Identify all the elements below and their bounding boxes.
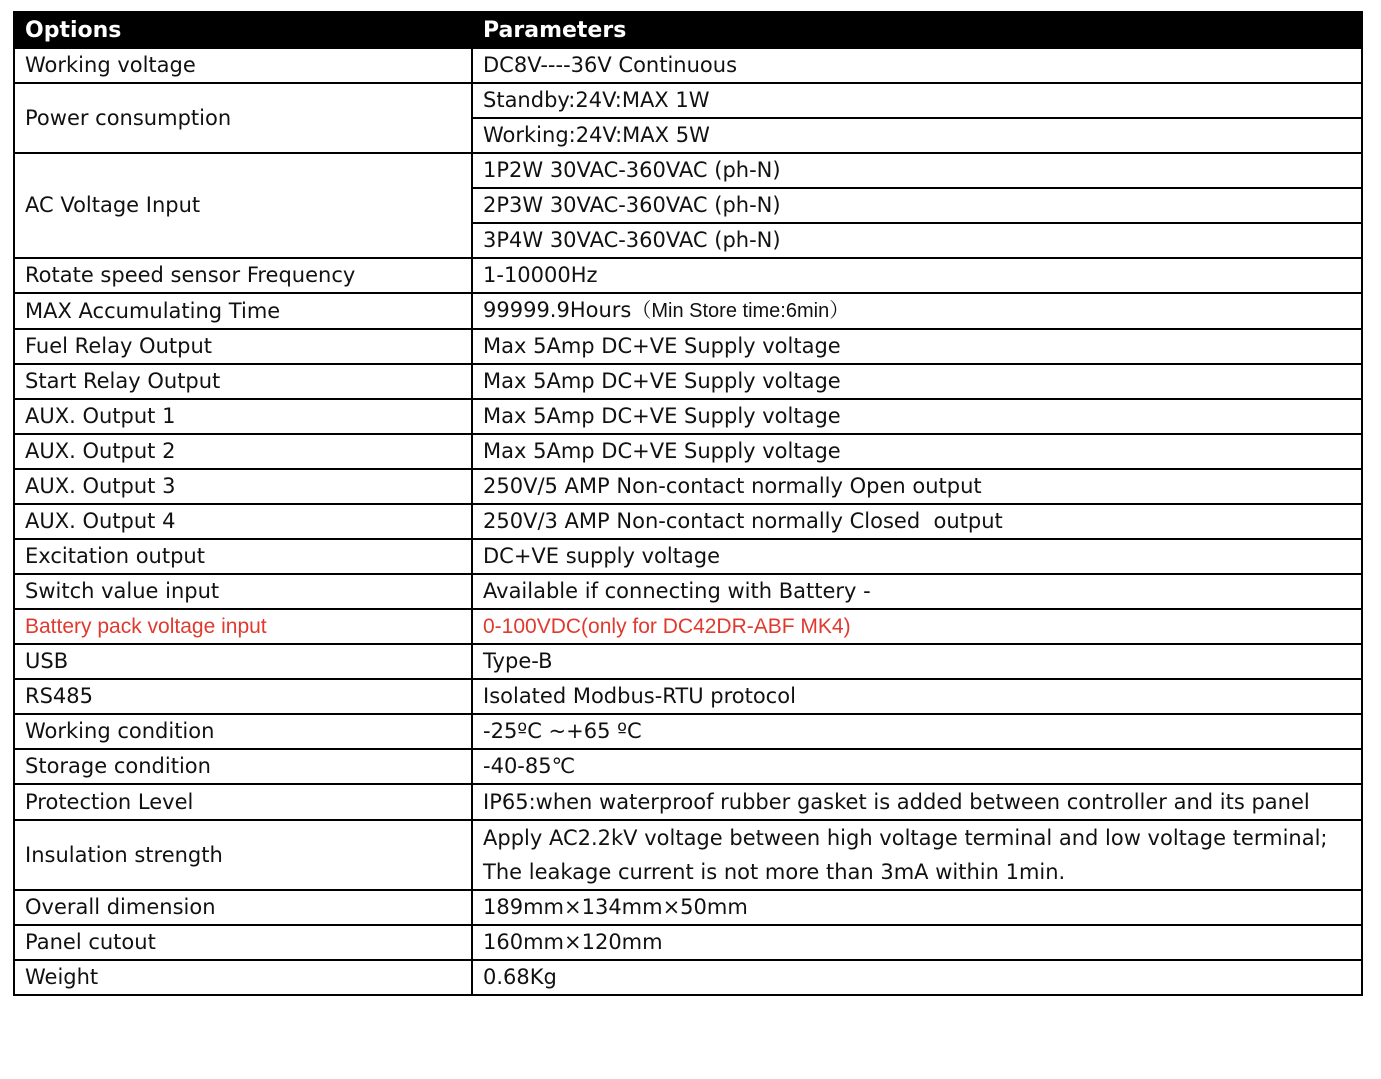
value-cell: 160mm×120mm xyxy=(472,925,1362,960)
table-row xyxy=(14,749,1362,784)
option-cell: Storage condition xyxy=(14,749,472,784)
value-cell: Max 5Amp DC+VE Supply voltage xyxy=(472,434,1362,469)
option-cell: Weight xyxy=(14,960,472,995)
value-cell: 1-10000Hz xyxy=(472,258,1362,293)
value-cell: 0-100VDC(only for DC42DR-ABF MK4) xyxy=(472,609,1362,644)
value-text: 99999.9Hours xyxy=(483,298,632,322)
table-row xyxy=(14,890,1362,925)
value-cell: DC+VE supply voltage xyxy=(472,539,1362,574)
option-cell: Panel cutout xyxy=(14,925,472,960)
table-row xyxy=(14,83,1362,118)
option-cell: Insulation strength xyxy=(14,820,472,890)
value-cell: Available if connecting with Battery - xyxy=(472,574,1362,609)
option-cell: Rotate speed sensor Frequency xyxy=(14,258,472,293)
table-header xyxy=(14,12,1362,48)
value-cell: Standby:24V:MAX 1W xyxy=(472,83,1362,118)
table-row xyxy=(14,153,1362,188)
header-options: Options xyxy=(14,12,472,48)
option-cell: Fuel Relay Output xyxy=(14,329,472,364)
option-cell: AUX. Output 2 xyxy=(14,434,472,469)
option-cell: Battery pack voltage input xyxy=(14,609,472,644)
header-parameters: Parameters xyxy=(472,12,1362,48)
table-row xyxy=(14,48,1362,83)
value-cell: DC8V----36V Continuous xyxy=(472,48,1362,83)
value-cell: 2P3W 30VAC-360VAC (ph-N) xyxy=(472,188,1362,223)
table-row xyxy=(14,504,1362,539)
option-cell: AUX. Output 3 xyxy=(14,469,472,504)
table-row xyxy=(14,364,1362,399)
table-row xyxy=(14,925,1362,960)
value-cell: -40-85℃ xyxy=(472,749,1362,784)
table-row xyxy=(14,258,1362,293)
value-cell: -25ºC ~+65 ºC xyxy=(472,714,1362,749)
table-row xyxy=(14,644,1362,679)
option-cell: Start Relay Output xyxy=(14,364,472,399)
value-cell: Max 5Amp DC+VE Supply voltage xyxy=(472,329,1362,364)
option-cell: MAX Accumulating Time xyxy=(14,293,472,329)
value-note: （Min Store time:6min） xyxy=(631,300,850,322)
option-cell: Protection Level xyxy=(14,784,472,820)
option-cell: Switch value input xyxy=(14,574,472,609)
spec-table xyxy=(13,11,1363,996)
option-cell: Power consumption xyxy=(14,83,472,153)
table-row xyxy=(14,399,1362,434)
value-cell xyxy=(472,293,1362,329)
table-row xyxy=(14,329,1362,364)
value-cell: Max 5Amp DC+VE Supply voltage xyxy=(472,364,1362,399)
value-cell: 3P4W 30VAC-360VAC (ph-N) xyxy=(472,223,1362,258)
option-cell: AUX. Output 4 xyxy=(14,504,472,539)
option-cell: AC Voltage Input xyxy=(14,153,472,258)
option-cell: RS485 xyxy=(14,679,472,714)
table-row xyxy=(14,679,1362,714)
table-row xyxy=(14,539,1362,574)
option-cell: Excitation output xyxy=(14,539,472,574)
value-cell: Isolated Modbus-RTU protocol xyxy=(472,679,1362,714)
option-cell: Overall dimension xyxy=(14,890,472,925)
table-row xyxy=(14,574,1362,609)
table-row xyxy=(14,469,1362,504)
value-cell: 0.68Kg xyxy=(472,960,1362,995)
value-cell: IP65:when waterproof rubber gasket is added between controller and its panel xyxy=(472,784,1362,820)
value-cell: Working:24V:MAX 5W xyxy=(472,118,1362,153)
option-cell: USB xyxy=(14,644,472,679)
value-cell: Max 5Amp DC+VE Supply voltage xyxy=(472,399,1362,434)
option-cell: AUX. Output 1 xyxy=(14,399,472,434)
table-row xyxy=(14,820,1362,890)
table-row xyxy=(14,293,1362,329)
table-row xyxy=(14,784,1362,820)
value-cell: 250V/5 AMP Non-contact normally Open output xyxy=(472,469,1362,504)
value-cell: Type-B xyxy=(472,644,1362,679)
value-cell: 189mm×134mm×50mm xyxy=(472,890,1362,925)
value-cell: 250V/3 AMP Non-contact normally Closed output xyxy=(472,504,1362,539)
option-cell: Working condition xyxy=(14,714,472,749)
table-row xyxy=(14,434,1362,469)
value-cell: Apply AC2.2kV voltage between high voltage terminal and low voltage terminal; The leakage current is not more than 3mA within 1min. xyxy=(472,820,1362,890)
table-row xyxy=(14,714,1362,749)
table-row-highlighted xyxy=(14,609,1362,644)
value-cell: 1P2W 30VAC-360VAC (ph-N) xyxy=(472,153,1362,188)
table-row xyxy=(14,960,1362,995)
option-cell: Working voltage xyxy=(14,48,472,83)
